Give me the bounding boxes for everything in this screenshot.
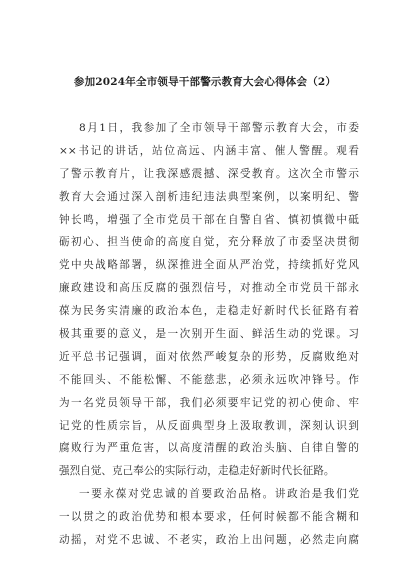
text-line: 钟长鸣，增强了全市党员干部在自警自省、慎初慎微中砥 bbox=[59, 213, 359, 226]
text-line: 不能回头、不能松懈、不能慈悲，必须永远吹冲锋号。作 bbox=[59, 373, 359, 386]
text-line: 动摇，对党不忠诚、不老实，政治上出问题，必然走向腐 bbox=[59, 534, 359, 547]
text-line: 极其重要的意义，是一次别开生面、鲜活生动的党课。习 bbox=[59, 328, 359, 341]
text-line: 教育大会通过深入剖析违纪违法典型案例，以案明纪、警 bbox=[59, 190, 359, 203]
text-line: 葆为民务实清廉的政治本色，走稳走好新时代长征路有着 bbox=[59, 305, 359, 318]
text-line: ××书记的讲话，站位高远、内涵丰富、催人警醒。观看 bbox=[59, 144, 359, 157]
text-line: 党中央战略部署，纵深推进全面从严治党，持续抓好党风 bbox=[59, 259, 359, 272]
text-line: 强烈自觉、克己奉公的实际行动，走稳走好新时代长征路。 bbox=[59, 465, 335, 478]
text-line: 8月1日，我参加了全市领导干部警示教育大会，市委 bbox=[79, 122, 359, 134]
text-line: 砺初心、担当使命的高度自觉，充分释放了市委坚决贯彻 bbox=[59, 236, 359, 249]
document-body bbox=[59, 117, 359, 552]
text-line: 近平总书记强调，面对依然严峻复杂的形势，反腐败绝对 bbox=[59, 350, 359, 363]
text-line: 记党的性质宗旨，从反面典型身上汲取教训，深刻认识到 bbox=[59, 419, 359, 432]
text-line: 一要永葆对党忠诚的首要政治品格。讲政治是我们党 bbox=[79, 488, 359, 501]
text-line: 腐败行为严重危害，以高度清醒的政治头脑、自律自警的 bbox=[59, 442, 359, 455]
text-line: 为一名党员领导干部，我们必须要牢记党的初心使命、牢 bbox=[59, 396, 359, 409]
text-line: 了警示教育片，让我深感震撼、深受教育。这次全市警示 bbox=[59, 167, 359, 180]
text-line: 廉政建设和高压反腐的强烈信号，对推动全市党员干部永 bbox=[59, 282, 359, 295]
text-line: 一以贯之的政治优势和根本要求，任何时候都不能含糊和 bbox=[59, 511, 359, 524]
document-title: 参加2024年全市领导干部警示教育大会心得体会（2） bbox=[73, 76, 337, 88]
